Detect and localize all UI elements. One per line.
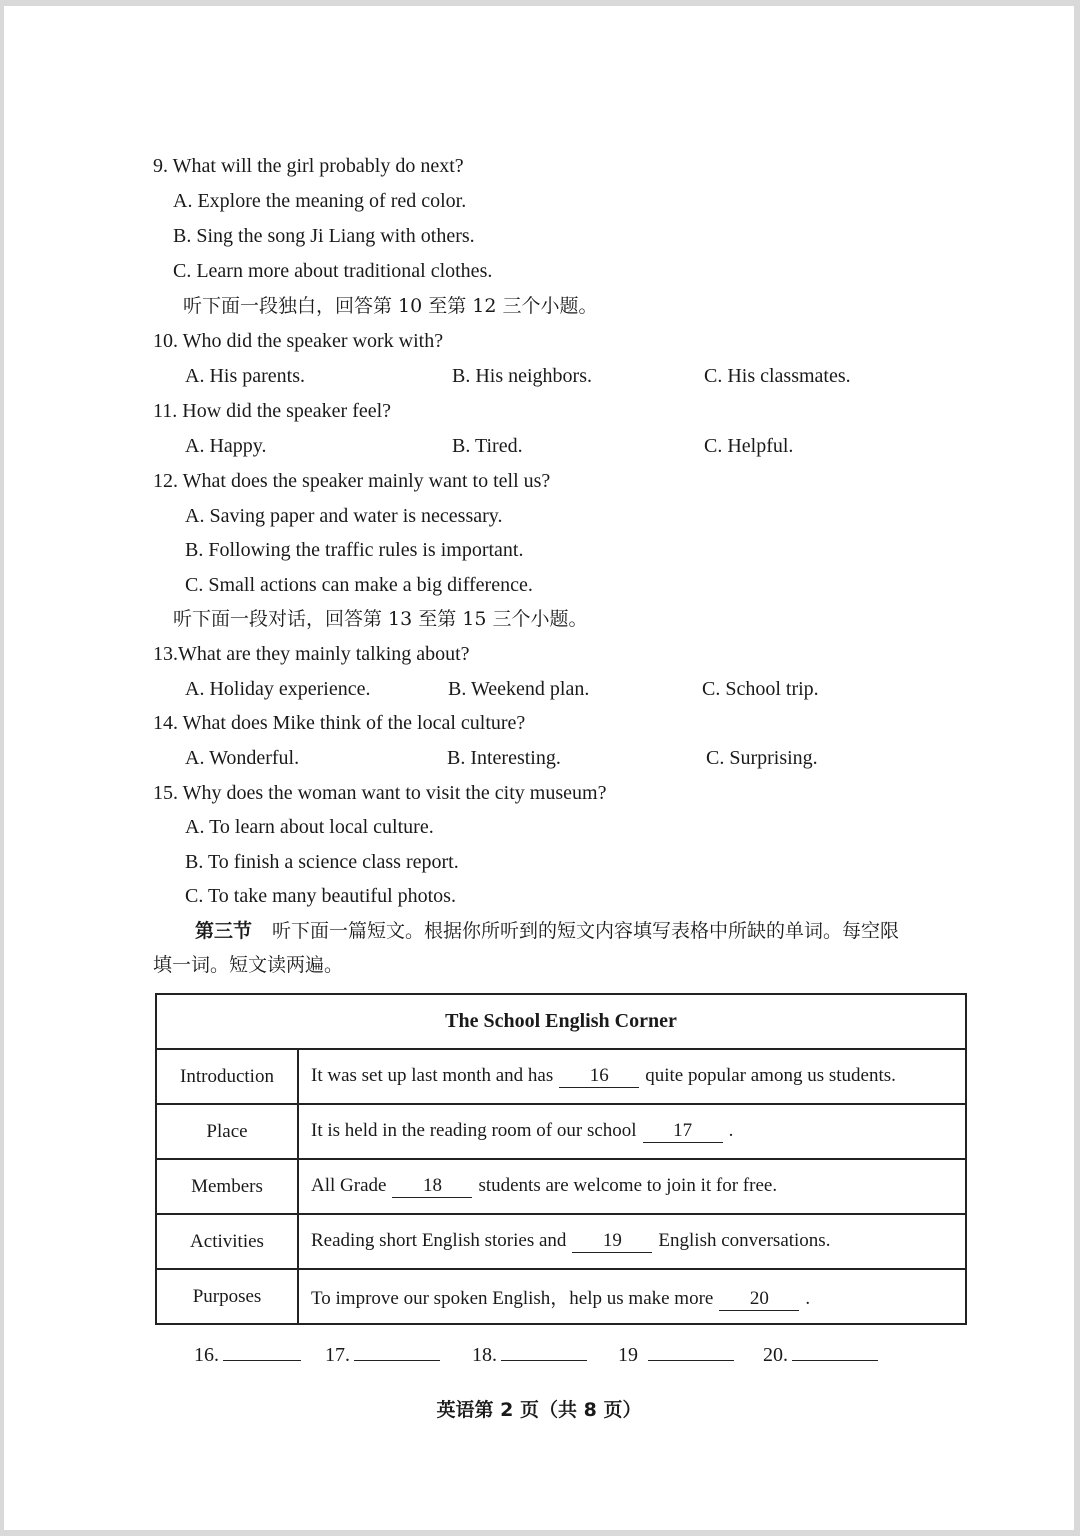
table-title-row bbox=[156, 994, 966, 1049]
row-content-members bbox=[298, 1159, 966, 1214]
row-text-before: Reading short English stories and bbox=[311, 1230, 567, 1251]
table-row bbox=[156, 1159, 966, 1214]
instruction-10-12: 听下面一段独白，回答第 10 至第 12 三个小题。 bbox=[183, 295, 598, 317]
question-13-stem: 13.What are they mainly talking about? bbox=[153, 643, 470, 665]
question-10-option-a: A. His parents. bbox=[185, 365, 305, 387]
table-title: The School English Corner bbox=[156, 994, 966, 1049]
row-content-activities bbox=[298, 1214, 966, 1269]
blank-19: 19 bbox=[572, 1230, 652, 1253]
answer-label-20: 20. bbox=[763, 1344, 788, 1366]
question-15-stem: 15. Why does the woman want to visit the city museum? bbox=[153, 782, 607, 804]
question-9-option-a: A. Explore the meaning of red color. bbox=[173, 190, 467, 212]
question-13-option-c: C. School trip. bbox=[702, 678, 819, 700]
question-15-option-a: A. To learn about local culture. bbox=[185, 816, 434, 838]
row-text-before: It was set up last month and has bbox=[311, 1065, 554, 1086]
table-row bbox=[156, 1049, 966, 1104]
row-text-before: To improve our spoken English，help us make more bbox=[311, 1287, 714, 1309]
table-row bbox=[156, 1104, 966, 1159]
question-11-stem: 11. How did the speaker feel? bbox=[153, 400, 392, 422]
row-label-place: Place bbox=[156, 1104, 298, 1159]
answer-blank-20[interactable] bbox=[763, 1340, 878, 1367]
row-content-introduction bbox=[298, 1049, 966, 1104]
blank-16: 16 bbox=[559, 1065, 639, 1088]
answer-line-20[interactable] bbox=[792, 1340, 878, 1361]
question-10-option-b: B. His neighbors. bbox=[452, 365, 592, 387]
blank-20: 20 bbox=[719, 1288, 799, 1311]
question-14-stem: 14. What does Mike think of the local culture? bbox=[153, 712, 526, 734]
instruction-13-15: 听下面一段对话，回答第 13 至第 15 三个小题。 bbox=[173, 608, 588, 630]
question-13-option-b: B. Weekend plan. bbox=[448, 678, 590, 700]
question-13-option-a: A. Holiday experience. bbox=[185, 678, 371, 700]
blank-18: 18 bbox=[392, 1175, 472, 1198]
blank-17: 17 bbox=[643, 1120, 723, 1143]
question-11-option-c: C. Helpful. bbox=[704, 435, 794, 457]
question-15-option-b: B. To finish a science class report. bbox=[185, 851, 459, 873]
row-label-introduction: Introduction bbox=[156, 1049, 298, 1104]
row-text-after: English conversations. bbox=[658, 1230, 831, 1251]
answer-blank-19[interactable] bbox=[618, 1340, 734, 1367]
english-corner-table bbox=[155, 993, 967, 1325]
question-9-option-c: C. Learn more about traditional clothes. bbox=[173, 260, 493, 282]
question-14-option-a: A. Wonderful. bbox=[185, 747, 300, 769]
row-text-after: students are welcome to join it for free. bbox=[478, 1175, 778, 1196]
section-3-heading: 第三节 bbox=[195, 920, 253, 942]
question-9-stem: 9. What will the girl probably do next? bbox=[153, 155, 464, 177]
section-3-instruction-line-2: 填一词。短文读两遍。 bbox=[153, 954, 344, 976]
question-14-option-c: C. Surprising. bbox=[706, 747, 818, 769]
table-row bbox=[156, 1214, 966, 1269]
row-content-purposes bbox=[298, 1269, 966, 1324]
row-label-purposes: Purposes bbox=[156, 1269, 298, 1324]
question-14-option-b: B. Interesting. bbox=[447, 747, 561, 769]
question-12-option-a: A. Saving paper and water is necessary. bbox=[185, 505, 503, 527]
answer-blank-17[interactable] bbox=[325, 1340, 440, 1367]
row-text-before: It is held in the reading room of our school bbox=[311, 1120, 637, 1141]
answer-line-16[interactable] bbox=[223, 1340, 301, 1361]
question-15-option-c: C. To take many beautiful photos. bbox=[185, 885, 456, 907]
answer-line-18[interactable] bbox=[501, 1340, 587, 1361]
exam-page bbox=[4, 6, 1074, 1530]
question-10-option-c: C. His classmates. bbox=[704, 365, 851, 387]
question-12-option-b: B. Following the traffic rules is important. bbox=[185, 539, 524, 561]
answer-line-17[interactable] bbox=[354, 1340, 440, 1361]
row-label-members: Members bbox=[156, 1159, 298, 1214]
question-11-option-a: A. Happy. bbox=[185, 435, 267, 457]
question-12-option-c: C. Small actions can make a big difference. bbox=[185, 574, 533, 596]
answer-label-16: 16. bbox=[194, 1344, 219, 1366]
table-row bbox=[156, 1269, 966, 1324]
answer-blank-16[interactable] bbox=[194, 1340, 301, 1367]
page-footer: 英语第 2 页（共 8 页） bbox=[436, 1399, 642, 1421]
section-3-instruction-line-1: 听下面一篇短文。根据你所听到的短文内容填写表格中所缺的单词。每空限 bbox=[272, 920, 900, 942]
section-3-instruction bbox=[195, 918, 899, 944]
row-text-after: quite popular among us students. bbox=[645, 1065, 896, 1086]
row-label-activities: Activities bbox=[156, 1214, 298, 1269]
answer-label-17: 17. bbox=[325, 1344, 350, 1366]
answer-label-18: 18. bbox=[472, 1344, 497, 1366]
question-9-option-b: B. Sing the song Ji Liang with others. bbox=[173, 225, 475, 247]
question-12-stem: 12. What does the speaker mainly want to tell us? bbox=[153, 470, 551, 492]
row-text-after: . bbox=[805, 1287, 811, 1309]
question-10-stem: 10. Who did the speaker work with? bbox=[153, 330, 444, 352]
answer-label-19: 19 bbox=[618, 1344, 638, 1366]
row-text-before: All Grade bbox=[311, 1175, 387, 1196]
answer-blank-18[interactable] bbox=[472, 1340, 587, 1367]
answer-line-19[interactable] bbox=[648, 1340, 734, 1361]
row-text-after: . bbox=[728, 1120, 734, 1141]
row-content-place bbox=[298, 1104, 966, 1159]
question-11-option-b: B. Tired. bbox=[452, 435, 523, 457]
